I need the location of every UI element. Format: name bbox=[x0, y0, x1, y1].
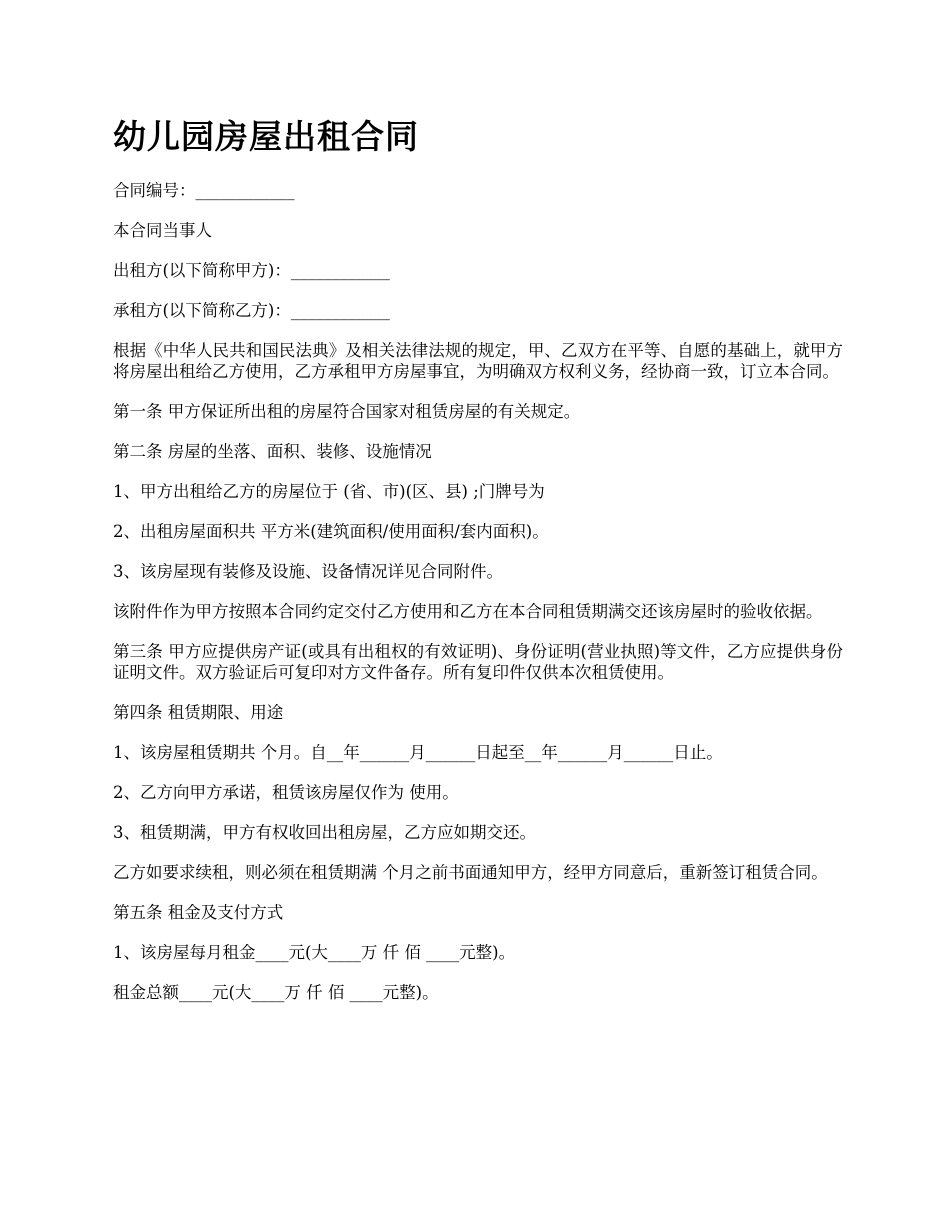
article-4-item-3: 3、租赁期满，甲方有权收回出租房屋，乙方应如期交还。 bbox=[113, 823, 536, 842]
parties-heading: 本合同当事人 bbox=[113, 221, 212, 240]
article-1: 第一条 甲方保证所出租的房屋符合国家对租赁房屋的有关规定。 bbox=[113, 402, 581, 421]
document-title: 幼儿园房屋出租合同 bbox=[113, 117, 419, 156]
attachment-note: 该附件作为甲方按照本合同约定交付乙方使用和乙方在本合同租赁期满交还该房屋时的验收依据。 bbox=[113, 602, 823, 621]
rent-total: 租金总额____元(大____万 仟 佰 ____元整)。 bbox=[113, 983, 439, 1002]
lessee-line: 承租方(以下简称乙方)：____________ bbox=[113, 301, 390, 320]
article-3: 第三条 甲方应提供房产证(或具有出租权的有效证明)、身份证明(营业执照)等文件，乙方应提供身份证明文件。双方验证后可复印对方文件备存。所有复印件仅供本次租赁使用。 bbox=[113, 642, 843, 682]
article-4-heading: 第四条 租赁期限、用途 bbox=[113, 703, 284, 722]
article-4-item-1: 1、该房屋租赁期共 个月。自__年______月______日起至__年______月______日止。 bbox=[113, 743, 723, 762]
renewal-note: 乙方如要求续租，则必须在租赁期满 个月之前书面通知甲方，经甲方同意后，重新签订租赁合同。 bbox=[113, 863, 828, 882]
article-2-heading: 第二条 房屋的坐落、面积、装修、设施情况 bbox=[113, 442, 432, 461]
preamble-paragraph: 根据《中华人民共和国民法典》及相关法律法规的规定，甲、乙双方在平等、自愿的基础上，就甲方将房屋出租给乙方使用，乙方承租甲方房屋事宜，为明确双方权利义务，经协商一致，订立本合同。 bbox=[113, 341, 843, 381]
contract-number: 合同编号：____________ bbox=[113, 181, 295, 200]
article-2-item-3: 3、该房屋现有装修及设施、设备情况详见合同附件。 bbox=[113, 562, 503, 581]
lessor-line: 出租方(以下简称甲方)：____________ bbox=[113, 261, 390, 280]
article-5-heading: 第五条 租金及支付方式 bbox=[113, 903, 284, 922]
article-5-item-1: 1、该房屋每月租金____元(大____万 仟 佰 ____元整)。 bbox=[113, 943, 516, 962]
article-4-item-2: 2、乙方向甲方承诺，租赁该房屋仅作为 使用。 bbox=[113, 783, 459, 802]
article-2-item-2: 2、出租房屋面积共 平方米(建筑面积/使用面积/套内面积)。 bbox=[113, 522, 549, 541]
article-2-item-1: 1、甲方出租给乙方的房屋位于 (省、市)(区、县) ;门牌号为 bbox=[113, 482, 545, 501]
document-page bbox=[113, 112, 843, 1022]
